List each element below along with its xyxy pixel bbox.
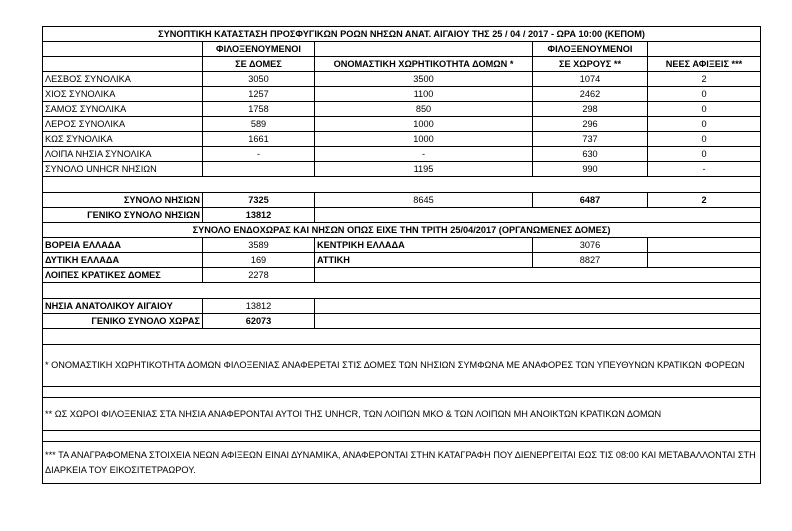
refugee-flows-table (42, 26, 761, 484)
country-total-label: ΓΕΝΙΚΟ ΣΥΝΟΛΟ ΧΩΡΑΣ (43, 314, 203, 329)
west-greece-value: 169 (203, 253, 315, 268)
west-greece-label: ΔΥΤΙΚΗ ΕΛΛΑΔΑ (43, 253, 203, 268)
header-col3-bottom: ΣΕ ΧΩΡΟΥΣ ** (533, 57, 648, 72)
domes-value: 1758 (203, 102, 315, 117)
capacity-value: 1195 (315, 162, 533, 177)
new-arrivals-value: 2 (648, 72, 761, 87)
capacity-value: 850 (315, 102, 533, 117)
other-state-structures-value: 2278 (203, 268, 315, 283)
report-title: ΣΥΝΟΠΤΙΚΗ ΚΑΤΑΣΤΑΣΗ ΠΡΟΣΦΥΓΙΚΩΝ ΡΟΩΝ ΝΗΣΩΝ ΑΝΑΤ. ΑΙΓΑΙΟΥ ΤΗΣ 25 / 04 / 2017 - ΩΡΑ 10:00 (ΚΕΠΟΜ) (43, 27, 761, 42)
island-name: ΣΥΝΟΛΟ UNHCR ΝΗΣΙΩΝ (43, 162, 203, 177)
domes-value: 1661 (203, 132, 315, 147)
note-row (43, 398, 761, 431)
domes-value: - (203, 147, 315, 162)
spacer-row (43, 387, 761, 398)
mainland-title: ΣΥΝΟΛΟ ΕΝΔΟΧΩΡΑΣ ΚΑΙ ΝΗΣΩΝ ΟΠΩΣ ΕΙΧΕ ΤΗΝ ΤΡΙΤΗ 25/04/2017 (ΟΡΓΑΝΩΜΕΝΕΣ ΔΟΜΕΣ) (43, 223, 761, 238)
domes-value: 3050 (203, 72, 315, 87)
island-name: ΛΟΙΠΑ ΝΗΣΙΑ ΣΥΝΟΛΙΚΑ (43, 147, 203, 162)
header-empty (43, 42, 203, 57)
empty-cell (315, 299, 761, 314)
table-row (43, 147, 761, 162)
east-aegean-islands-label: ΝΗΣΙΑ ΑΝΑΤΟΛΙΚΟΥ ΑΙΓΑΙΟΥ (43, 299, 203, 314)
choroi-value: 296 (533, 117, 648, 132)
summary-row-2 (43, 314, 761, 329)
choroi-value: 2462 (533, 87, 648, 102)
attica-value: 8827 (533, 253, 648, 268)
new-arrivals-value: 0 (648, 132, 761, 147)
new-arrivals-value: 0 (648, 102, 761, 117)
header-row-2 (43, 57, 761, 72)
other-state-structures-label: ΛΟΙΠΕΣ ΚΡΑΤΙΚΕΣ ΔΟΜΕΣ (43, 268, 203, 283)
title-row (43, 27, 761, 42)
total-islands-label: ΣΥΝΟΛΟ ΝΗΣΙΩΝ (43, 193, 203, 208)
grand-total-islands-value: 13812 (203, 208, 315, 223)
capacity-value: 1000 (315, 117, 533, 132)
total-domes-value: 7325 (203, 193, 315, 208)
choroi-value: 1074 (533, 72, 648, 87)
table-row (43, 102, 761, 117)
mainland-row-1 (43, 238, 761, 253)
grand-total-islands-row (43, 208, 761, 223)
choroi-value: 630 (533, 147, 648, 162)
summary-row-1 (43, 299, 761, 314)
header-col1-top: ΦΙΛΟΞΕΝΟΥΜΕΝΟΙ (203, 42, 315, 57)
capacity-value: 3500 (315, 72, 533, 87)
choroi-value: 298 (533, 102, 648, 117)
grand-total-islands-label: ΓΕΝΙΚΟ ΣΥΝΟΛΟ ΝΗΣΙΩΝ (43, 208, 203, 223)
table-row (43, 87, 761, 102)
header-empty (43, 57, 203, 72)
header-col1-bottom: ΣΕ ΔΟΜΕΣ (203, 57, 315, 72)
note-row (43, 345, 761, 387)
domes-value: 1257 (203, 87, 315, 102)
capacity-value: 1000 (315, 132, 533, 147)
capacity-value: 1100 (315, 87, 533, 102)
island-name: ΣΑΜΟΣ ΣΥΝΟΛΙΚΑ (43, 102, 203, 117)
mainland-title-row (43, 223, 761, 238)
header-col2: ΟΝΟΜΑΣΤΙΚΗ ΧΩΡΗΤΙΚΟΤΗΤΑ ΔΟΜΩΝ * (315, 57, 533, 72)
choroi-value: 737 (533, 132, 648, 147)
domes-value (203, 162, 315, 177)
capacity-value: - (315, 147, 533, 162)
new-arrivals-value: 0 (648, 117, 761, 132)
empty-cell (315, 208, 761, 223)
new-arrivals-value: 0 (648, 147, 761, 162)
spacer-row (43, 431, 761, 442)
total-choroi-value: 6487 (533, 193, 648, 208)
empty-cell (648, 253, 761, 268)
empty-cell (315, 268, 761, 283)
total-islands-row (43, 193, 761, 208)
spacer-row (43, 177, 761, 193)
central-greece-value: 3076 (533, 238, 648, 253)
spacer-row (43, 283, 761, 299)
mainland-row-3 (43, 268, 761, 283)
table-row (43, 72, 761, 87)
empty-cell (648, 238, 761, 253)
report-sheet (42, 26, 760, 484)
header-empty (315, 42, 533, 57)
header-empty (648, 42, 761, 57)
choroi-value: 990 (533, 162, 648, 177)
table-row (43, 162, 761, 177)
spacer-row (43, 329, 761, 345)
total-new-value: 2 (648, 193, 761, 208)
footnote-3: *** ΤΑ ΑΝΑΓΡΑΦΟΜΕΝΑ ΣΤΟΙΧΕΙΑ ΝΕΩΝ ΑΦΙΞΕΩΝ ΕΙΝΑΙ ΔΥΝΑΜΙΚΑ, ΑΝΑΦΕΡΟΝΤΑΙ ΣΤΗΝ ΚΑΤΑΓΡΑΦΗ ΠΟΥ ΔΙΕΝΕΡΓΕΙΤΑΙ ΕΩΣ ΤΙΣ 08:00 ΚΑΙ ΜΕΤΑΒΑΛΛΟΝΤΑΙ ΣΤΗ ΔΙΑΡΚΕΙΑ ΤΟΥ ΕΙΚΟΣΙΤΕΤΡΑΩΡΟΥ. (43, 442, 761, 484)
attica-label: ΑΤΤΙΚΗ (315, 253, 533, 268)
east-aegean-islands-value: 13812 (203, 299, 315, 314)
north-greece-value: 3589 (203, 238, 315, 253)
footnote-1: * ΟΝΟΜΑΣΤΙΚΗ ΧΩΡΗΤΙΚΟΤΗΤΑ ΔΟΜΩΝ ΦΙΛΟΞΕΝΙΑΣ ΑΝΑΦΕΡΕΤΑΙ ΣΤΙΣ ΔΟΜΕΣ ΤΩΝ ΝΗΣΙΩΝ ΣΥΜΦΩΝΑ ΜΕ ΑΝΑΦΟΡΕΣ ΤΩΝ ΥΠΕΥΘΥΝΩΝ ΚΡΑΤΙΚΩΝ ΦΟΡΕΩΝ (43, 345, 761, 387)
note-row (43, 442, 761, 484)
header-col3-top: ΦΙΛΟΞΕΝΟΥΜΕΝΟΙ (533, 42, 648, 57)
central-greece-label: ΚΕΝΤΡΙΚΗ ΕΛΛΑΔΑ (315, 238, 533, 253)
table-row (43, 132, 761, 147)
header-row-1 (43, 42, 761, 57)
new-arrivals-value: 0 (648, 87, 761, 102)
island-name: ΧΙΟΣ ΣΥΝΟΛΙΚΑ (43, 87, 203, 102)
island-name: ΚΩΣ ΣΥΝΟΛΙΚΑ (43, 132, 203, 147)
north-greece-label: ΒΟΡΕΙΑ ΕΛΛΑΔΑ (43, 238, 203, 253)
mainland-row-2 (43, 253, 761, 268)
island-name: ΛΕΡΟΣ ΣΥΝΟΛΙΚΑ (43, 117, 203, 132)
table-row (43, 117, 761, 132)
new-arrivals-value: - (648, 162, 761, 177)
island-name: ΛΕΣΒΟΣ ΣΥΝΟΛΙΚΑ (43, 72, 203, 87)
empty-cell (315, 314, 761, 329)
total-capacity-value: 8645 (315, 193, 533, 208)
country-total-value: 62073 (203, 314, 315, 329)
domes-value: 589 (203, 117, 315, 132)
footnote-2: ** ΩΣ ΧΩΡΟΙ ΦΙΛΟΞΕΝΙΑΣ ΣΤΑ ΝΗΣΙΑ ΑΝΑΦΕΡΟΝΤΑΙ ΑΥΤΟΙ ΤΗΣ UNHCR, ΤΩΝ ΛΟΙΠΩΝ ΜΚΟ & ΤΩΝ ΛΟΙΠΩΝ ΜΗ ΑΝΟΙΚΤΩΝ ΚΡΑΤΙΚΩΝ ΔΟΜΩΝ (43, 398, 761, 431)
header-col4: ΝΕΕΣ ΑΦΙΞΕΙΣ *** (648, 57, 761, 72)
